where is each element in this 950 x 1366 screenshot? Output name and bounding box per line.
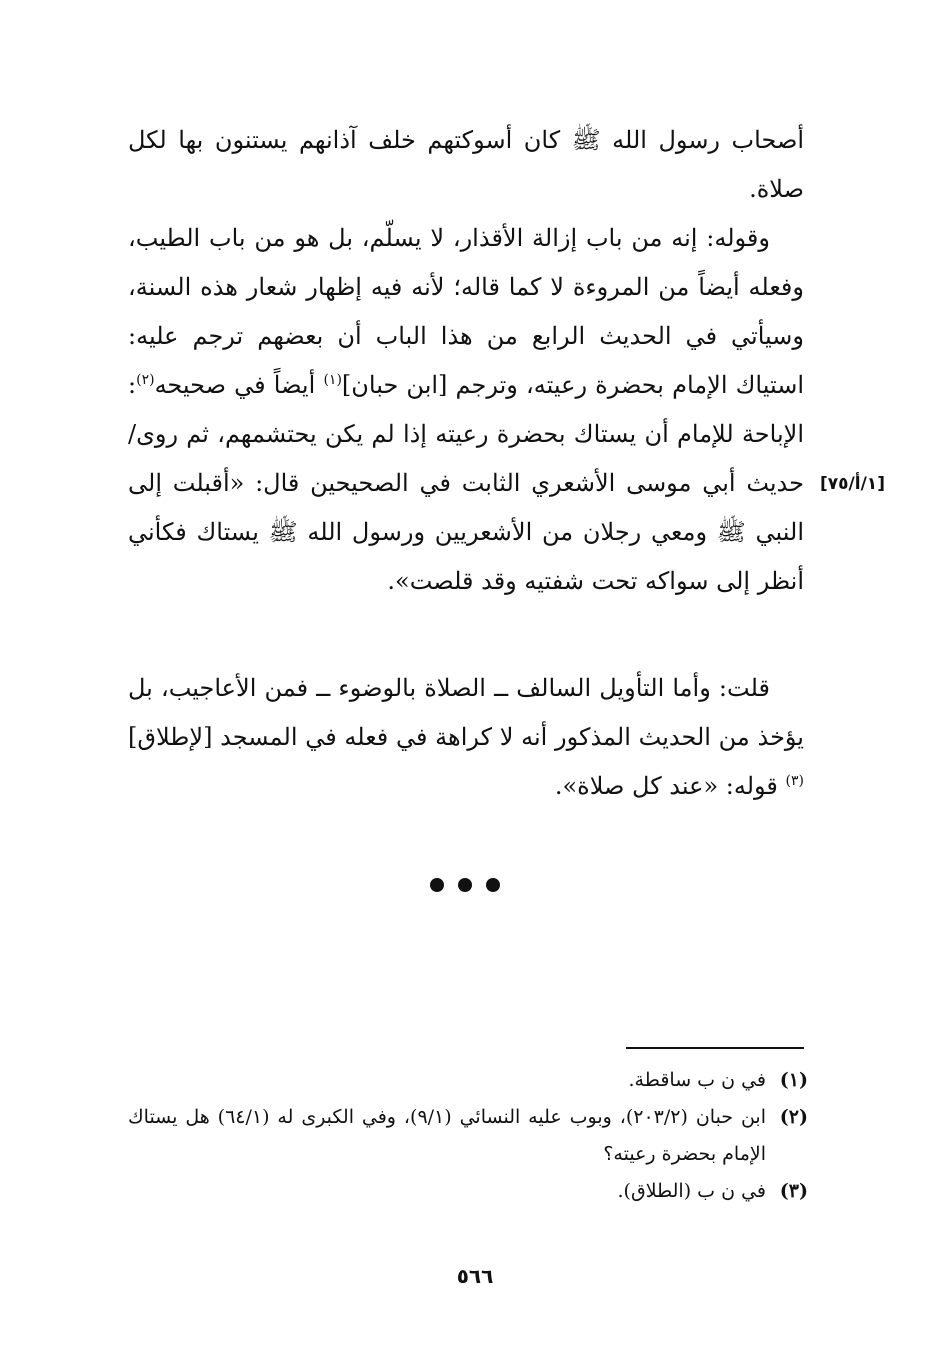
paragraph-2-text-b: أيضاً في صحيحه	[154, 371, 324, 399]
footnote-number: (٢)	[779, 1106, 808, 1128]
paragraph-1-text: أصحاب رسول الله ﷺ كان أسوكتهم خلف آذانهم يستنون بها لكل صلاة.	[128, 126, 804, 203]
footnote-3	[128, 1173, 808, 1210]
footnote-text: في ن ب ساقطة.	[628, 1069, 766, 1091]
divider-dot	[486, 878, 500, 892]
paragraph-3	[128, 664, 804, 811]
divider-dot	[458, 878, 472, 892]
paragraph-3-text-b: قوله: «عند كل صلاة».	[554, 772, 786, 800]
footnote-separator	[626, 1047, 804, 1049]
footnote-ref-3[interactable]: (٣)	[785, 773, 804, 789]
footnote-text: ابن حبان (٢٠٣/٢)، وبوب عليه النسائي (٩/١)، وفي الكبرى له (٦٤/١) هل يستاك الإمام بحضرة رعيته؟	[128, 1106, 766, 1165]
section-divider	[430, 878, 500, 892]
paragraph-3-text-a: قلت: وأما التأويل السالف ــ الصلاة بالوضوء ــ فمن الأعاجيب، بل يؤخذ من الحديث المذكور أنه لا كراهة في فعله في المسجد [لإطلاق]	[128, 674, 804, 751]
paragraph-1	[128, 116, 804, 214]
divider-dot	[430, 878, 444, 892]
paragraph-2-text-a: وقوله: إنه من باب إزالة الأقذار، لا يسلّم، بل هو من باب الطيب، وفعله أيضاً من المروءة لا كما قاله؛ لأنه فيه إظهار شعار هذه السنة، وسيأتي في الحديث الرابع من هذا الباب أن بعضهم ترجم عليه: استياك الإمام بحضرة رعيته، وترجم [ابن حبان]	[128, 224, 805, 399]
footnote-ref-2[interactable]: (٢)	[136, 372, 155, 388]
page-number: ٥٦٦	[456, 1264, 494, 1288]
manuscript-folio-reference: [١/أ/٧٥]	[820, 474, 885, 494]
footnote-text: في ن ب (الطلاق).	[617, 1180, 766, 1202]
footnote-2	[128, 1099, 808, 1173]
footnote-number: (١)	[779, 1069, 808, 1091]
footnote-ref-1[interactable]: (١)	[323, 372, 342, 388]
footnotes	[128, 1062, 808, 1210]
footnote-1	[128, 1062, 808, 1099]
paragraph-2	[128, 214, 804, 606]
paragraph-2-text-c: : الإباحة للإمام أن يستاك بحضرة رعيته إذا لم يكن يحتشمهم، ثم روى/ حديث أبي موسى الأشعري الثابت في الصحيحين قال: «أقبلت إلى النبي ﷺ ومعي رجلان من الأشعريين ورسول الله ﷺ يستاك فكأني أنظر إلى سواكه تحت شفتيه وقد قلصت».	[128, 371, 804, 595]
footnote-number: (٣)	[779, 1180, 808, 1202]
